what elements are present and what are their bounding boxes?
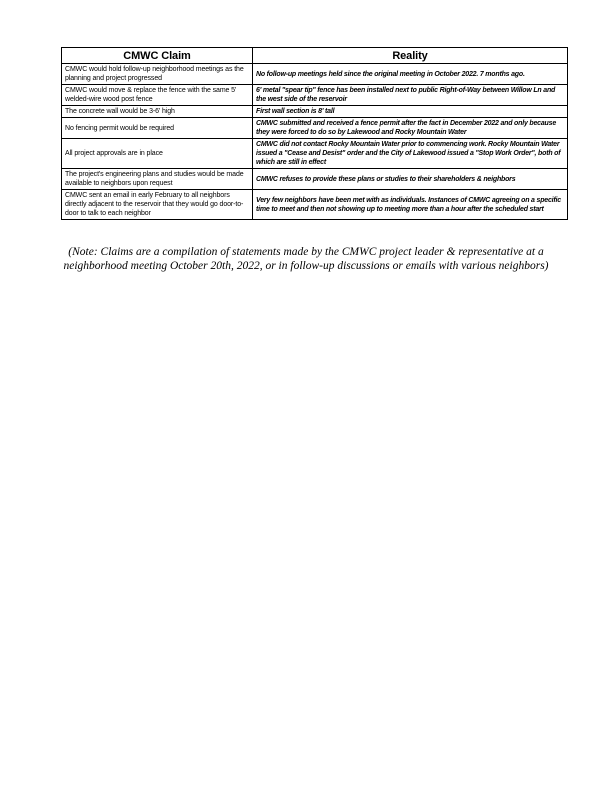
- claim-cell: The concrete wall would be 3-6' high: [62, 106, 253, 118]
- table-row: [62, 85, 568, 106]
- table-row: [62, 106, 568, 118]
- claim-cell: CMWC sent an email in early February to all neighbors directly adjacent to the reservoir that they would go door-to-door to talk to each neighbor: [62, 190, 253, 220]
- reality-cell: No follow-up meetings held since the original meeting in October 2022. 7 months ago.: [253, 64, 568, 85]
- claims-note: (Note: Claims are a compilation of statements made by the CMWC project leader & representative at a neighborhood meeting October 20th, 2022, or in follow-up discussions or emails with various neighbors): [63, 245, 549, 272]
- reality-cell: CMWC refuses to provide these plans or studies to their shareholders & neighbors: [253, 169, 568, 190]
- claims-reality-table: [61, 47, 568, 220]
- claim-cell: CMWC would hold follow-up neighborhood meetings as the planning and project progressed: [62, 64, 253, 85]
- reality-cell: 6' metal "spear tip" fence has been installed next to public Right-of-Way between Willow Ln and the west side of the reservoir: [253, 85, 568, 106]
- reality-cell: CMWC submitted and received a fence permit after the fact in December 2022 and only because they were forced to do so by Lakewood and Rocky Mountain Water: [253, 118, 568, 139]
- table-row: [62, 139, 568, 169]
- table-row: [62, 190, 568, 220]
- claim-cell: No fencing permit would be required: [62, 118, 253, 139]
- column-header-claim: CMWC Claim: [62, 48, 253, 64]
- table-row: [62, 64, 568, 85]
- claim-cell: CMWC would move & replace the fence with the same 5' welded-wire wood post fence: [62, 85, 253, 106]
- reality-cell: Very few neighbors have been met with as individuals. Instances of CMWC agreeing on a specific time to meet and then not showing up to meeting more than a hour after the scheduled start: [253, 190, 568, 220]
- column-header-reality: Reality: [253, 48, 568, 64]
- table-row: [62, 169, 568, 190]
- reality-cell: CMWC did not contact Rocky Mountain Water prior to commencing work. Rocky Mountain Water issued a "Cease and Desist" order and the City of Lakewood issued a "Stop Work Order", both of which are still in effect: [253, 139, 568, 169]
- claim-cell: The project's engineering plans and studies would be made available to neighbors upon request: [62, 169, 253, 190]
- table-header-row: [62, 48, 568, 64]
- reality-cell: First wall section is 8' tall: [253, 106, 568, 118]
- claim-cell: All project approvals are in place: [62, 139, 253, 169]
- table-row: [62, 118, 568, 139]
